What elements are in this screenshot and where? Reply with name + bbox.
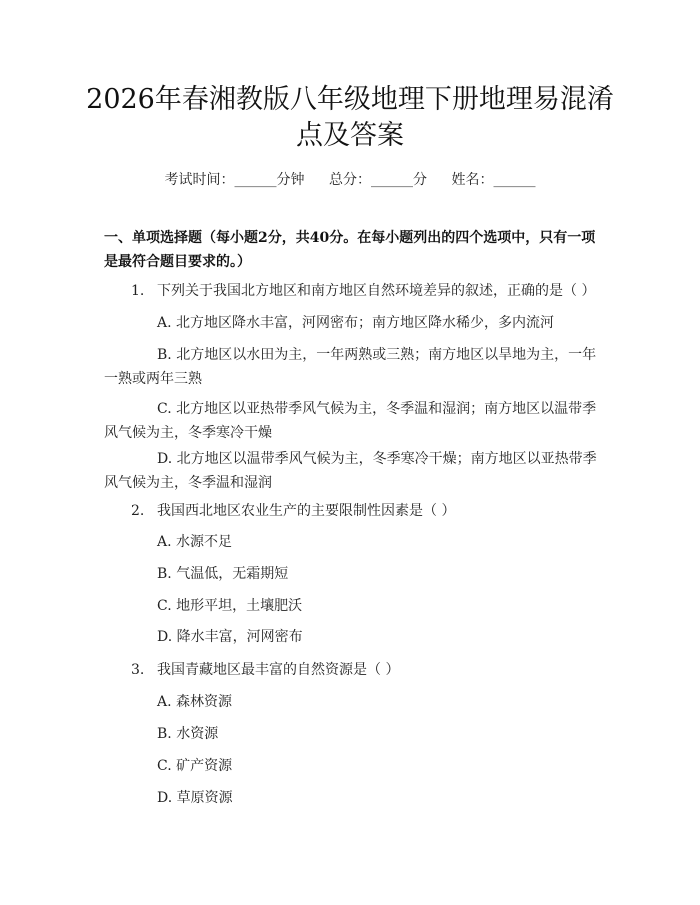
question-3-option-a: A. 森林资源 <box>157 694 233 710</box>
exam-score-field: 总分：______分 <box>329 172 427 188</box>
question-3-text: 我国青藏地区最丰富的自然资源是（ ） <box>157 662 400 678</box>
section-heading: 一、单项选择题（每小题2分，共40分。在每小题列出的四个选项中，只有一项是最符合题目要求的。） <box>104 230 596 270</box>
question-1-stem <box>131 281 595 301</box>
exam-time-field: 考试时间：______分钟 <box>164 172 305 188</box>
question-1-option-a: A. 北方地区降水丰富，河网密布；南方地区降水稀少，多内流河 <box>157 315 555 331</box>
question-2-option-d: D. 降水丰富，河网密布 <box>157 629 303 645</box>
question-3-stem <box>131 660 399 680</box>
question-3-option-d: D. 草原资源 <box>157 790 233 806</box>
question-2-number: 2. <box>131 503 145 519</box>
question-1-option-c: C. 北方地区以亚热带季风气候为主，冬季温和湿润；南方地区以温带季风气候为主，冬季寒冷干燥 <box>104 401 597 441</box>
question-3-option-c: C. 矿产资源 <box>157 758 233 774</box>
question-2-stem <box>131 501 455 521</box>
question-1-option-b: B. 北方地区以水田为主，一年两熟或三熟；南方地区以旱地为主，一年一熟或两年三熟 <box>104 347 597 387</box>
question-1-option-d: D. 北方地区以温带季风气候为主，冬季寒冷干燥；南方地区以亚热带季风气候为主，冬季温和湿润 <box>104 451 597 491</box>
question-2-option-a: A. 水源不足 <box>157 534 233 550</box>
question-2-option-b: B. 气温低，无霜期短 <box>157 566 289 582</box>
exam-name-field: 姓名：______ <box>451 172 536 188</box>
document-title-line1: 2026年春湘教版八年级地理下册地理易混淆 <box>86 84 614 115</box>
exam-info <box>0 169 700 189</box>
question-3-number: 3. <box>131 662 145 678</box>
question-2-text: 我国西北地区农业生产的主要限制性因素是（ ） <box>157 503 456 519</box>
question-2-option-c: C. 地形平坦，土壤肥沃 <box>157 598 303 614</box>
question-1-number: 1. <box>131 283 145 299</box>
document-title-line2: 点及答案 <box>296 120 404 151</box>
question-1-text: 下列关于我国北方地区和南方地区自然环境差异的叙述，正确的是（ ） <box>157 283 596 299</box>
question-3-option-b: B. 水资源 <box>157 726 219 742</box>
